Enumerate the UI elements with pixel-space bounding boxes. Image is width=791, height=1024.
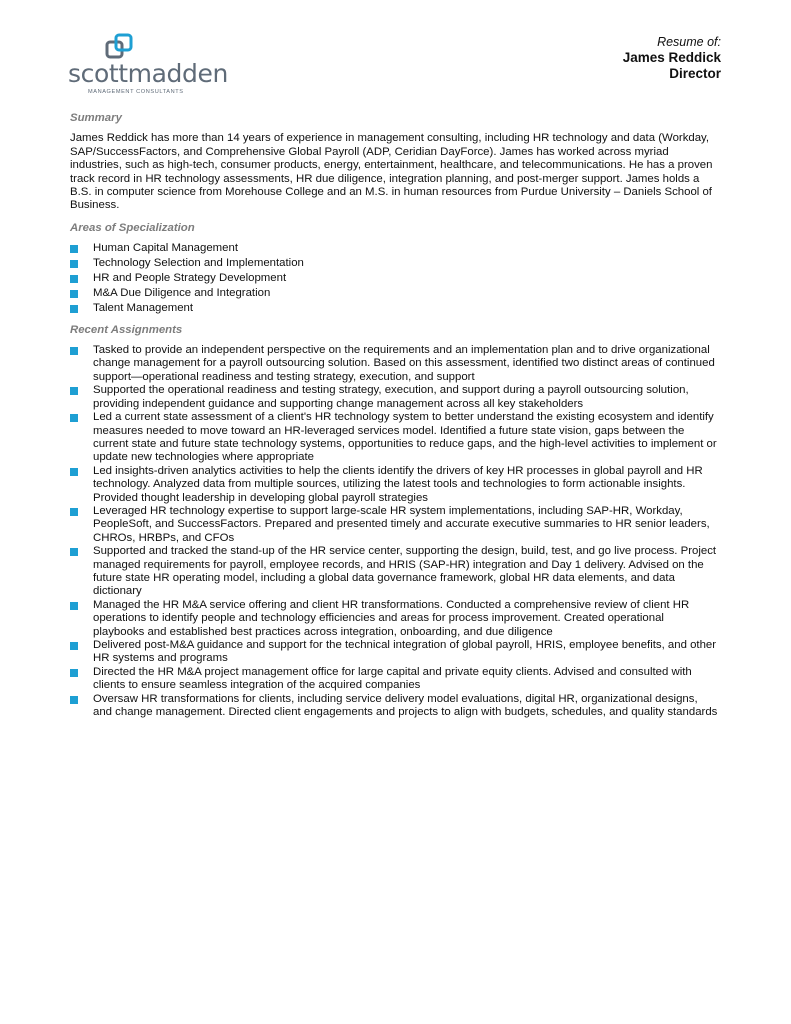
list-item — [70, 545, 718, 599]
list-item — [70, 287, 718, 300]
list-item-text: Oversaw HR transformations for clients, including service delivery model evaluations, digital HR, organizational designs, and change management. Directed client engagements and projects to align with budgets, schedules, and quality standards — [93, 692, 718, 719]
list-item-text: Supported and tracked the stand-up of the HR service center, supporting the design, build, test, and go live process. Project managed requirements for payroll, employee records, and HRIS (SAP-HR) integration and Day 1 delivery. Advised on the future state HR operating model, including a global data governance framework, global HR data elements, and data dictionary — [93, 545, 717, 598]
list-item-text: Delivered post-M&A guidance and support for the technical integration of global payroll, HRIS, employee benefits, and other HR systems and programs — [93, 639, 717, 665]
list-item-text: Managed the HR M&A service offering and client HR transformations. Conducted a comprehensive review of client HR operations to identify people and technology efficiencies and areas for process improvement. Created operational playbooks and established best practices across integration, onboarding, and due diligence — [93, 598, 690, 638]
summary-heading: Summary — [70, 112, 122, 124]
list-item-text: Led a current state assessment of a client's HR technology system to better understand the existing ecosystem and identify measures needed to move toward an HR-leveraged services model. Identified a future state vision, gaps between the current state and future state technology systems, opportunities to reduce gaps, and the high-level activities to implement or update new technologies where appropriate — [93, 411, 717, 464]
list-item — [70, 242, 718, 255]
list-item — [70, 257, 718, 270]
resume-header — [623, 35, 721, 82]
list-item — [70, 465, 718, 505]
square-bullet-icon — [70, 290, 78, 298]
square-bullet-icon — [70, 347, 78, 355]
list-item — [70, 344, 718, 384]
list-item-text: HR and People Strategy Development — [93, 272, 287, 285]
square-bullet-icon — [70, 642, 78, 650]
resume-of-label: Resume of: — [657, 35, 721, 49]
list-item — [70, 599, 718, 639]
list-item-text: Tasked to provide an independent perspective on the requirements and an implementation plan and to drive organizational change management for a payroll outsourcing solution. Based on this assessment, identified two distinct areas of continued support—operational readiness and testing strategy, execution, and support — [93, 344, 715, 383]
list-item-text: Technology Selection and Implementation — [93, 257, 304, 270]
list-item-text: Talent Management — [93, 302, 194, 315]
square-bullet-icon — [70, 305, 78, 313]
square-bullet-icon — [70, 548, 78, 556]
logo-tagline: MANAGEMENT CONSULTANTS — [88, 89, 184, 95]
list-item-text: Supported the operational readiness and testing strategy, execution, and support during a payroll outsourcing solution, providing independent guidance and supporting change management across all key stakeholders — [93, 384, 689, 410]
list-item-text: M&A Due Diligence and Integration — [93, 287, 271, 300]
list-item — [70, 411, 718, 465]
person-name: James Reddick — [622, 50, 721, 65]
square-bullet-icon — [70, 245, 78, 253]
list-item — [70, 272, 718, 285]
square-bullet-icon — [70, 602, 78, 610]
list-item — [70, 302, 718, 315]
list-item — [70, 639, 718, 666]
list-item-text: Leveraged HR technology expertise to support large-scale HR system implementations, including SAP-HR, Workday, PeopleSoft, and SuccessFactors. Prepared and presented timely and accurate executive summaries to HR senior leaders, CHROs, HRBPs, and CFOs — [93, 504, 710, 544]
square-bullet-icon — [70, 275, 78, 283]
company-logo — [68, 33, 228, 97]
person-title: Director — [669, 66, 721, 81]
square-bullet-icon — [70, 696, 78, 704]
square-bullet-icon — [70, 508, 78, 516]
resume-body — [70, 112, 718, 727]
summary-text: James Reddick has more than 14 years of experience in management consulting, including HR technology and data (Workday, SAP/SuccessFactors, and Comprehensive Global Payroll (ADP, Ceridian DayForce). James has worked across myriad industries, such as high-tech, consumer products, energy, entertainment, healthcare, and telecommunications. He has a proven track record in HR technology assessments, HR due diligence, integration planning, and post-merger support. James holds a B.S. in computer science from Morehouse College and an M.S. in human resources from Purdue University – Daniels School of Business. — [70, 132, 713, 212]
list-item-text: Human Capital Management — [93, 242, 238, 255]
list-item — [70, 505, 718, 545]
logo-wordmark: scottmadden — [68, 59, 228, 88]
specialization-heading: Areas of Specialization — [70, 221, 195, 234]
square-bullet-icon — [70, 260, 78, 268]
specialization-list — [70, 242, 718, 315]
assignments-heading: Recent Assignments — [70, 323, 183, 336]
list-item-text: Led insights-driven analytics activities to help the clients identify the drivers of key HR processes in global payroll and HR technology. Analyzed data from multiple sources, utilizing the latest tools and technologies to form actionable insights. Provided thought leadership in developing global payroll strategies — [93, 464, 703, 504]
square-bullet-icon — [70, 387, 78, 395]
list-item — [70, 384, 718, 411]
square-bullet-icon — [70, 669, 78, 677]
list-item-text: Directed the HR M&A project management office for large capital and private equity clients. Advised and consulted with clients to ensure seamless integration of the acquired companies — [93, 665, 692, 692]
square-bullet-icon — [70, 468, 78, 476]
square-bullet-icon — [70, 414, 78, 422]
assignments-list — [70, 344, 718, 719]
list-item — [70, 693, 718, 720]
list-item — [70, 666, 718, 693]
